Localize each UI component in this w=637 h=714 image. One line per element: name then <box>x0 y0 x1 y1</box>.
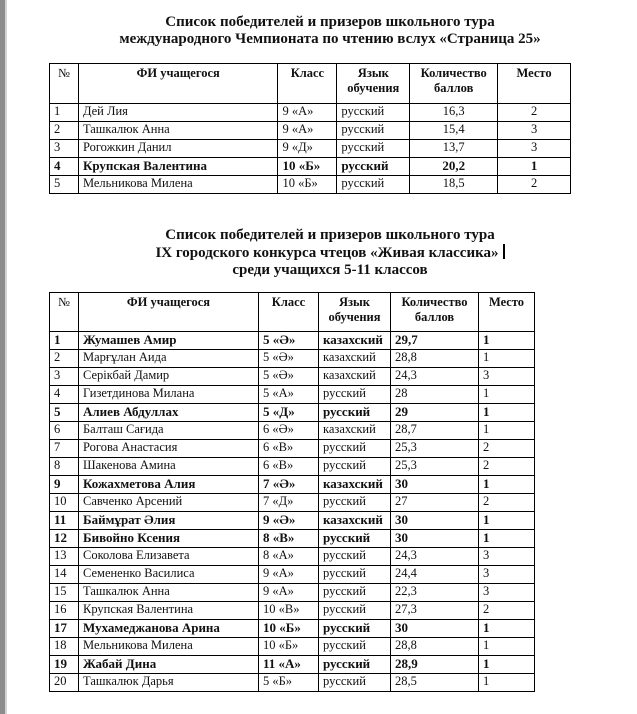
student-class: 10 «Б» <box>259 638 319 656</box>
study-language: русский <box>319 602 391 620</box>
table2-title-line3: среди учащихся 5-11 классов <box>232 262 428 278</box>
student-name: Серікбай Дамир <box>79 368 259 386</box>
table-row <box>50 512 535 530</box>
score: 30 <box>391 620 479 638</box>
row-number: 16 <box>50 602 79 620</box>
col-name: ФИ учащегося <box>79 293 259 332</box>
score: 25,3 <box>391 440 479 458</box>
student-name: Баймұрат Әлия <box>79 512 259 530</box>
table-row <box>50 602 535 620</box>
place: 2 <box>498 104 571 122</box>
score: 29,7 <box>391 332 479 350</box>
table1-header-row <box>50 64 571 104</box>
table-row <box>50 566 535 584</box>
table-row <box>50 674 535 692</box>
table-row <box>50 638 535 656</box>
study-language: русский <box>319 566 391 584</box>
table2-winners-living-classics <box>49 292 535 692</box>
score: 28,8 <box>391 638 479 656</box>
student-name: Мельникова Милена <box>78 176 278 194</box>
student-name: Ташкалюк Анна <box>79 584 259 602</box>
table-row <box>50 122 571 140</box>
row-number: 1 <box>50 332 79 350</box>
student-class: 8 «А» <box>259 548 319 566</box>
table-row <box>50 386 535 404</box>
student-name: Дей Лия <box>78 104 278 122</box>
student-name: Ташкалюк Дарья <box>79 674 259 692</box>
study-language: русский <box>319 674 391 692</box>
row-number: 1 <box>50 104 79 122</box>
table-row <box>50 494 535 512</box>
student-class: 10 «Б» <box>278 176 337 194</box>
study-language: казахский <box>319 422 391 440</box>
table-row <box>50 530 535 548</box>
place: 1 <box>479 512 535 530</box>
table-row <box>50 104 571 122</box>
table-row <box>50 440 535 458</box>
student-class: 9 «А» <box>278 122 337 140</box>
student-class: 10 «Б» <box>278 158 337 176</box>
col-place: Место <box>498 64 571 104</box>
place: 1 <box>479 620 535 638</box>
table-row <box>50 404 535 422</box>
place: 3 <box>479 566 535 584</box>
score: 13,7 <box>410 140 498 158</box>
student-class: 9 «А» <box>259 566 319 584</box>
place: 2 <box>479 458 535 476</box>
study-language: казахский <box>319 350 391 368</box>
table-row <box>50 656 535 674</box>
study-language: русский <box>319 656 391 674</box>
row-number: 4 <box>50 158 79 176</box>
student-name: Алиев Абдуллах <box>79 404 259 422</box>
row-number: 18 <box>50 638 79 656</box>
col-score: Количество баллов <box>410 64 498 104</box>
student-class: 9 «А» <box>278 104 337 122</box>
table2-header-row <box>50 293 535 332</box>
place: 1 <box>479 350 535 368</box>
student-name: Крупская Валентина <box>79 602 259 620</box>
place: 3 <box>479 548 535 566</box>
place: 2 <box>479 602 535 620</box>
study-language: русский <box>337 140 410 158</box>
score: 18,5 <box>410 176 498 194</box>
student-name: Марғұлан Аида <box>79 350 259 368</box>
col-place: Место <box>479 293 535 332</box>
study-language: русский <box>319 530 391 548</box>
student-name: Крупская Валентина <box>78 158 278 176</box>
score: 30 <box>391 476 479 494</box>
table-row <box>50 620 535 638</box>
table-row <box>50 548 535 566</box>
place: 2 <box>479 494 535 512</box>
score: 29 <box>391 404 479 422</box>
student-class: 8 «В» <box>259 530 319 548</box>
study-language: русский <box>319 494 391 512</box>
study-language: русский <box>319 584 391 602</box>
col-name: ФИ учащегося <box>78 64 278 104</box>
row-number: 10 <box>50 494 79 512</box>
student-class: 9 «Ә» <box>259 512 319 530</box>
student-class: 7 «Д» <box>259 494 319 512</box>
table-row <box>50 140 571 158</box>
score: 20,2 <box>410 158 498 176</box>
row-number: 6 <box>50 422 79 440</box>
row-number: 8 <box>50 458 79 476</box>
row-number: 12 <box>50 530 79 548</box>
student-class: 5 «Ә» <box>259 332 319 350</box>
student-name: Жумашев Амир <box>79 332 259 350</box>
row-number: 17 <box>50 620 79 638</box>
row-number: 2 <box>50 122 79 140</box>
table1-title <box>100 14 560 48</box>
table-row <box>50 158 571 176</box>
row-number: 3 <box>50 140 79 158</box>
score: 27,3 <box>391 602 479 620</box>
row-number: 20 <box>50 674 79 692</box>
place: 1 <box>479 386 535 404</box>
student-name: Мухамеджанова Арина <box>79 620 259 638</box>
study-language: русский <box>337 158 410 176</box>
place: 1 <box>479 674 535 692</box>
study-language: русский <box>319 386 391 404</box>
student-class: 10 «Б» <box>259 620 319 638</box>
student-class: 6 «В» <box>259 440 319 458</box>
study-language: русский <box>319 638 391 656</box>
score: 16,3 <box>410 104 498 122</box>
student-class: 5 «А» <box>259 386 319 404</box>
place: 1 <box>479 530 535 548</box>
student-name: Бивойно Ксения <box>79 530 259 548</box>
student-name: Рогожкин Данил <box>78 140 278 158</box>
col-language: Язык обучения <box>319 293 391 332</box>
row-number: 9 <box>50 476 79 494</box>
place: 3 <box>498 122 571 140</box>
student-name: Балташ Сағида <box>79 422 259 440</box>
table-row <box>50 176 571 194</box>
score: 28,7 <box>391 422 479 440</box>
place: 3 <box>498 140 571 158</box>
study-language: русский <box>319 440 391 458</box>
student-name: Мельникова Милена <box>79 638 259 656</box>
student-class: 10 «В» <box>259 602 319 620</box>
row-number: 14 <box>50 566 79 584</box>
col-number: № <box>50 293 79 332</box>
study-language: русский <box>319 404 391 422</box>
table1-title-line1: Список победителей и призеров школьного тура <box>165 14 495 30</box>
student-class: 5 «Б» <box>259 674 319 692</box>
student-class: 5 «Ә» <box>259 350 319 368</box>
study-language: русский <box>337 104 410 122</box>
score: 28,5 <box>391 674 479 692</box>
student-class: 9 «А» <box>259 584 319 602</box>
place: 1 <box>479 332 535 350</box>
row-number: 11 <box>50 512 79 530</box>
table-row <box>50 332 535 350</box>
score: 30 <box>391 530 479 548</box>
row-number: 15 <box>50 584 79 602</box>
table-row <box>50 458 535 476</box>
page-left-edge-shadow <box>5 0 7 714</box>
score: 28,8 <box>391 350 479 368</box>
row-number: 4 <box>50 386 79 404</box>
table-row <box>50 476 535 494</box>
study-language: казахский <box>319 512 391 530</box>
study-language: казахский <box>319 368 391 386</box>
student-class: 9 «Д» <box>278 140 337 158</box>
score: 28,9 <box>391 656 479 674</box>
row-number: 5 <box>50 404 79 422</box>
place: 2 <box>479 440 535 458</box>
table2-title <box>130 227 530 279</box>
student-class: 6 «Ә» <box>259 422 319 440</box>
study-language: русский <box>337 122 410 140</box>
table-row <box>50 368 535 386</box>
place: 1 <box>479 476 535 494</box>
col-class: Класс <box>259 293 319 332</box>
place: 1 <box>479 422 535 440</box>
row-number: 7 <box>50 440 79 458</box>
student-name: Гизетдинова Милана <box>79 386 259 404</box>
place: 1 <box>479 656 535 674</box>
col-class: Класс <box>278 64 337 104</box>
student-name: Шакенова Амина <box>79 458 259 476</box>
table-row <box>50 350 535 368</box>
row-number: 3 <box>50 368 79 386</box>
table-row <box>50 422 535 440</box>
score: 30 <box>391 512 479 530</box>
place: 3 <box>479 584 535 602</box>
study-language: русский <box>337 176 410 194</box>
study-language: русский <box>319 620 391 638</box>
student-name: Савченко Арсений <box>79 494 259 512</box>
student-class: 7 «Ә» <box>259 476 319 494</box>
student-name: Кожахметова Алия <box>79 476 259 494</box>
student-class: 5 «Д» <box>259 404 319 422</box>
student-class: 11 «А» <box>259 656 319 674</box>
place: 3 <box>479 368 535 386</box>
table1-title-line2: международного Чемпионата по чтению вслух «Страница 25» <box>119 31 541 47</box>
col-score: Количество баллов <box>391 293 479 332</box>
student-name: Жабай Дина <box>79 656 259 674</box>
score: 22,3 <box>391 584 479 602</box>
student-name: Соколова Елизавета <box>79 548 259 566</box>
col-language: Язык обучения <box>337 64 410 104</box>
score: 27 <box>391 494 479 512</box>
row-number: 2 <box>50 350 79 368</box>
score: 15,4 <box>410 122 498 140</box>
study-language: русский <box>319 458 391 476</box>
student-class: 6 «В» <box>259 458 319 476</box>
study-language: русский <box>319 548 391 566</box>
study-language: казахский <box>319 476 391 494</box>
row-number: 5 <box>50 176 79 194</box>
student-name: Ташкалюк Анна <box>78 122 278 140</box>
place: 1 <box>498 158 571 176</box>
text-cursor <box>503 244 505 259</box>
table1-winners-page25 <box>49 63 571 194</box>
score: 24,3 <box>391 548 479 566</box>
row-number: 19 <box>50 656 79 674</box>
student-name: Рогова Анастасия <box>79 440 259 458</box>
score: 24,3 <box>391 368 479 386</box>
score: 28 <box>391 386 479 404</box>
score: 25,3 <box>391 458 479 476</box>
study-language: казахский <box>319 332 391 350</box>
place: 1 <box>479 638 535 656</box>
table2-title-line1: Список победителей и призеров школьного тура <box>165 227 495 243</box>
student-name: Семененко Василиса <box>79 566 259 584</box>
place: 2 <box>498 176 571 194</box>
place: 1 <box>479 404 535 422</box>
table-row <box>50 584 535 602</box>
student-class: 5 «Ә» <box>259 368 319 386</box>
col-number: № <box>50 64 79 104</box>
score: 24,4 <box>391 566 479 584</box>
row-number: 13 <box>50 548 79 566</box>
table2-title-line2: IX городского конкурса чтецов «Живая классика» <box>130 244 530 262</box>
